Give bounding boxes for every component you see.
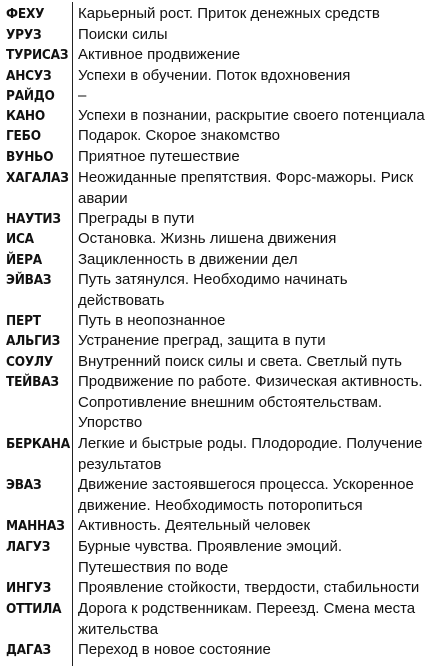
rune-description: Успехи в обучении. Поток вдохновения: [78, 67, 351, 84]
rune-description: Активное продвижение: [78, 46, 241, 63]
rune-name: ГЕБО: [6, 128, 41, 144]
rune-description: Устранение преград, защита в пути: [78, 332, 326, 349]
rune-name: АЛЬГИЗ: [6, 333, 61, 349]
rune-name: ИСА: [6, 231, 34, 247]
rune-description: Приятное путешествие: [78, 148, 240, 165]
rune-name: РАЙДО: [6, 88, 55, 104]
rune-name: ИНГУЗ: [6, 580, 52, 596]
rune-description: Внутренний поиск силы и света. Светлый путь: [78, 353, 402, 370]
rune-name: ОТТИЛА: [6, 601, 62, 617]
rune-name: ДАГАЗ: [6, 642, 51, 658]
rune-name: ТУРИСАЗ: [6, 47, 69, 63]
rune-description: Карьерный рост. Приток денежных средств: [78, 5, 380, 22]
rune-description: Активность. Деятельный человек: [78, 517, 311, 534]
rune-description: Бурные чувства. Проявление эмоций. Путешествия по воде: [78, 538, 343, 576]
rune-name: ЭЙВАЗ: [6, 272, 52, 288]
rune-name: ПЕРТ: [6, 313, 41, 329]
rune-name: ТЕЙВАЗ: [6, 374, 59, 390]
rune-description: –: [78, 87, 87, 104]
rune-description: Продвижение по работе. Физическая активность. Сопротивление внешним обстоятельствам. Упорство: [78, 373, 423, 432]
rune-name: МАННАЗ: [6, 518, 65, 534]
rune-name: ХАГАЛАЗ: [6, 170, 69, 186]
rune-description: Поиски силы: [78, 26, 168, 43]
rune-description: Проявление стойкости, твердости, стабильности: [78, 579, 420, 596]
rune-description: Успехи в познании, раскрытие своего потенциала: [78, 107, 425, 124]
rune-name: ВУНЬО: [6, 149, 54, 165]
rune-description: Подарок. Скорое знакомство: [78, 127, 280, 144]
rune-name: ЙЕРА: [6, 252, 42, 268]
rune-description: Путь затянулся. Необходимо начинать действовать: [78, 271, 348, 309]
rune-name: СОУЛУ: [6, 354, 54, 370]
rune-name: ЭВАЗ: [6, 477, 42, 493]
rune-description: Зацикленность в движении дел: [78, 251, 298, 268]
rune-name: ФЕХУ: [6, 6, 45, 22]
rune-name: КАНО: [6, 108, 46, 124]
rune-name: АНСУЗ: [6, 68, 52, 84]
rune-name: НАУТИЗ: [6, 211, 61, 227]
column-divider: [72, 2, 73, 666]
rune-description: Путь в неопознанное: [78, 312, 226, 329]
rune-name: УРУЗ: [6, 27, 42, 43]
rune-description: Легкие и быстрые роды. Плодородие. Получение результатов: [78, 435, 423, 473]
rune-description: Дорога к родственникам. Переезд. Смена места жительства: [78, 600, 416, 638]
rune-description: Неожиданные препятствия. Форс-мажоры. Риск аварии: [78, 169, 414, 207]
rune-description: Переход в новое состояние: [78, 641, 271, 658]
rune-name: ЛАГУЗ: [6, 539, 51, 555]
rune-name: БЕРКАНА: [6, 436, 70, 452]
rune-description: Остановка. Жизнь лишена движения: [78, 230, 337, 247]
rune-description: Движение застоявшегося процесса. Ускоренное движение. Необходимость поторопиться: [78, 476, 414, 514]
rune-description: Преграды в пути: [78, 210, 195, 227]
